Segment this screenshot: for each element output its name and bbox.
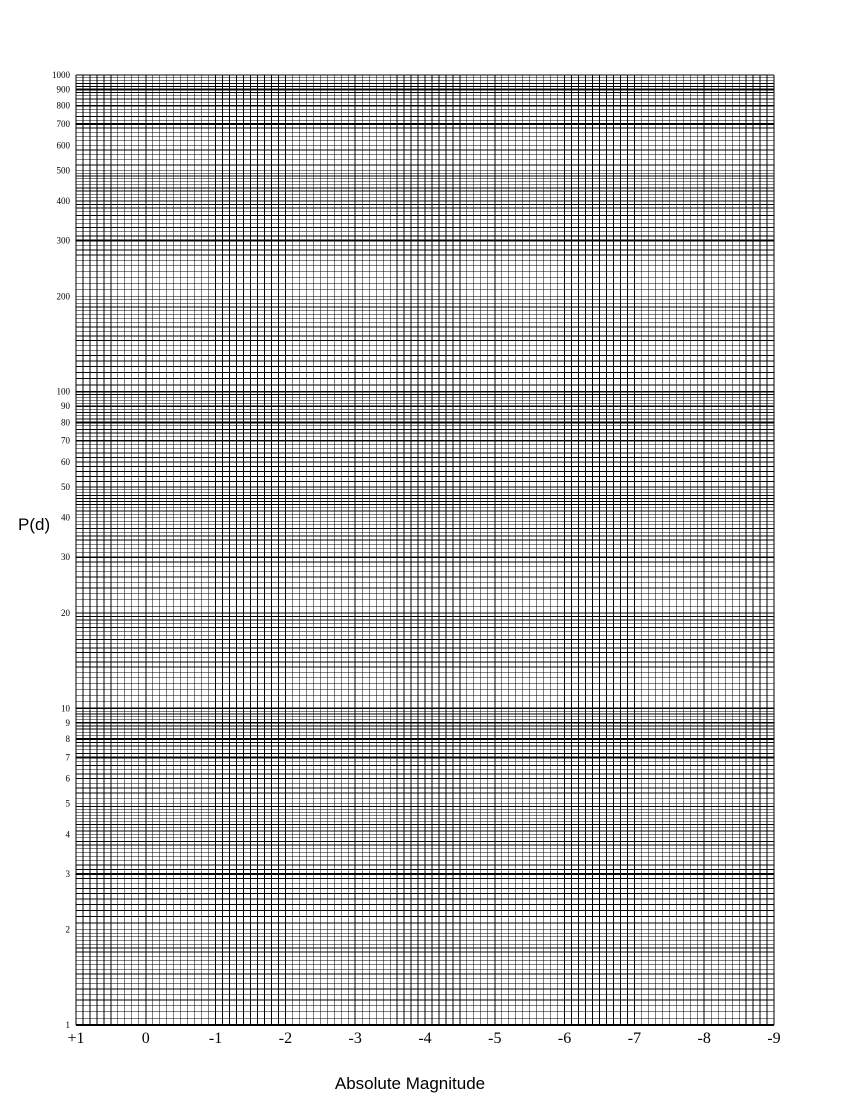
x-tick-label: -4 xyxy=(418,1030,432,1047)
x-tick-label: -3 xyxy=(348,1030,362,1047)
y-tick-label: 6 xyxy=(65,773,70,784)
x-tick-labels xyxy=(67,1030,780,1047)
y-tick-label: 70 xyxy=(61,435,70,446)
y-tick-label: 9 xyxy=(65,717,70,728)
y-tick-label: 1000 xyxy=(52,70,70,80)
y-tick-label: 3 xyxy=(65,868,70,879)
y-tick-label: 500 xyxy=(56,165,70,176)
y-tick-label: 1 xyxy=(65,1020,70,1030)
x-axis-label: Absolute Magnitude xyxy=(334,1074,486,1093)
y-tick-label: 5 xyxy=(65,798,70,809)
x-tick-label: -6 xyxy=(557,1030,572,1047)
y-tick-label: 2 xyxy=(65,924,70,935)
x-tick-label: -2 xyxy=(278,1030,293,1047)
y-tick-label: 900 xyxy=(56,84,70,95)
y-tick-label: 20 xyxy=(61,608,70,619)
x-tick-label: 0 xyxy=(141,1030,150,1047)
y-tick-label: 800 xyxy=(56,100,70,111)
y-tick-label: 30 xyxy=(61,552,70,563)
y-tick-label: 80 xyxy=(61,417,70,428)
x-tick-label: +1 xyxy=(67,1030,85,1047)
y-tick-label: 200 xyxy=(56,291,70,302)
x-tick-label: -7 xyxy=(627,1030,642,1047)
y-tick-label: 4 xyxy=(65,829,70,840)
y-tick-label: 40 xyxy=(61,512,70,523)
y-tick-labels xyxy=(52,70,71,1030)
x-tick-label: -5 xyxy=(488,1030,502,1047)
y-axis-label: P(d) xyxy=(18,515,51,534)
y-tick-label: 50 xyxy=(61,481,70,492)
y-tick-label: 60 xyxy=(61,456,70,467)
y-tick-label: 8 xyxy=(65,734,70,745)
y-tick-label: 10 xyxy=(61,703,70,714)
x-tick-label: -8 xyxy=(697,1030,711,1047)
y-tick-label: 90 xyxy=(61,401,70,412)
x-tick-label: -1 xyxy=(208,1030,223,1047)
grid-layer xyxy=(76,75,774,1025)
y-tick-label: 600 xyxy=(56,140,70,151)
x-tick-label: -9 xyxy=(767,1030,781,1047)
y-tick-label: 700 xyxy=(56,119,70,130)
y-tick-label: 300 xyxy=(56,235,70,246)
y-tick-label: 400 xyxy=(56,196,70,207)
y-tick-label: 7 xyxy=(65,752,70,763)
y-tick-label: 100 xyxy=(56,386,70,397)
